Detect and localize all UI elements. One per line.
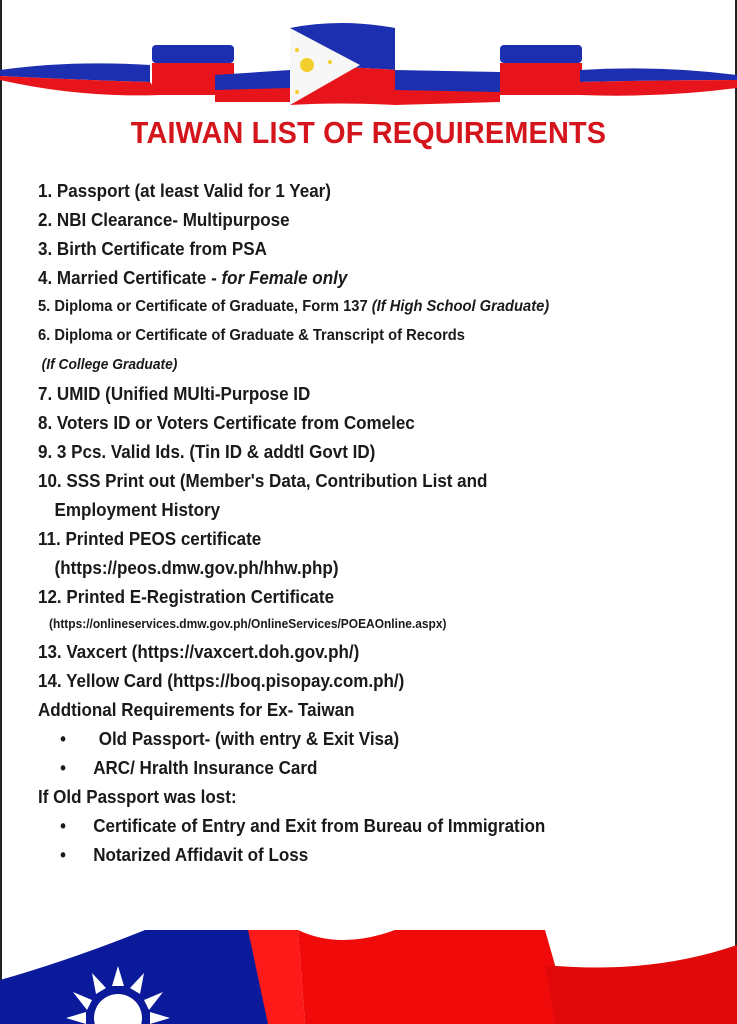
taiwan-flag-icon xyxy=(0,900,737,1024)
list-item: 13. Vaxcert (https://vaxcert.doh.gov.ph/) xyxy=(38,641,360,662)
item-note: (If High School Graduate) xyxy=(371,298,550,315)
list-item: 10. SSS Print out (Member's Data, Contribution List and xyxy=(38,470,488,491)
bullet-icon: • xyxy=(60,729,66,749)
list-item: 14. Yellow Card (https://boq.pisopay.com.ph/) xyxy=(38,670,405,691)
list-item: 2. NBI Clearance- Multipurpose xyxy=(38,209,290,230)
bullet-item: • Notarized Affidavit of Loss xyxy=(38,840,673,869)
bullet-item: • ARC/ Hralth Insurance Card xyxy=(38,753,673,782)
list-item: 1. Passport (at least Valid for 1 Year) xyxy=(38,180,331,201)
left-border xyxy=(0,0,2,1024)
list-item: 8. Voters ID or Voters Certificate from Comelec xyxy=(38,412,415,433)
list-item: 6. Diploma or Certificate of Graduate & Transcript of Records xyxy=(38,327,465,344)
list-item: 3. Birth Certificate from PSA xyxy=(38,238,267,259)
page-title: TAIWAN LIST OF REQUIREMENTS xyxy=(130,115,607,150)
bullet-icon: • xyxy=(60,816,66,836)
section-heading-additional: Addtional Requirements for Ex- Taiwan xyxy=(38,699,355,720)
list-item: 4. Married Certificate - for Female only xyxy=(38,267,348,288)
bullet-item: • Certificate of Entry and Exit from Bureau of Immigration xyxy=(38,811,673,840)
list-item-continuation: Employment History xyxy=(54,499,221,520)
list-item-url: (https://peos.dmw.gov.ph/hhw.php) xyxy=(54,557,339,578)
list-item: 9. 3 Pcs. Valid Ids. (Tin ID & addtl Govt ID) xyxy=(38,441,376,462)
list-item: 5. Diploma or Certificate of Graduate, Form 137 (If High School Graduate) xyxy=(38,298,550,315)
requirements-list xyxy=(38,176,728,869)
bullet-icon: • xyxy=(60,845,66,865)
bullet-icon: • xyxy=(60,758,66,778)
list-item: 11. Printed PEOS certificate xyxy=(38,528,262,549)
item-note: (If College Graduate) xyxy=(41,356,178,373)
list-item: 7. UMID (Unified MUlti-Purpose ID xyxy=(38,383,311,404)
item-note: for Female only xyxy=(221,267,348,288)
list-item-url: (https://onlineservices.dmw.gov.ph/OnlineServices/POEAOnline.aspx) xyxy=(49,616,447,631)
bullet-item: • Old Passport- (with entry & Exit Visa) xyxy=(38,724,673,753)
philippine-flag-ribbon-icon xyxy=(0,20,737,110)
list-item: 12. Printed E-Registration Certificate xyxy=(38,586,335,607)
section-heading-lost-passport: If Old Passport was lost: xyxy=(38,786,237,807)
